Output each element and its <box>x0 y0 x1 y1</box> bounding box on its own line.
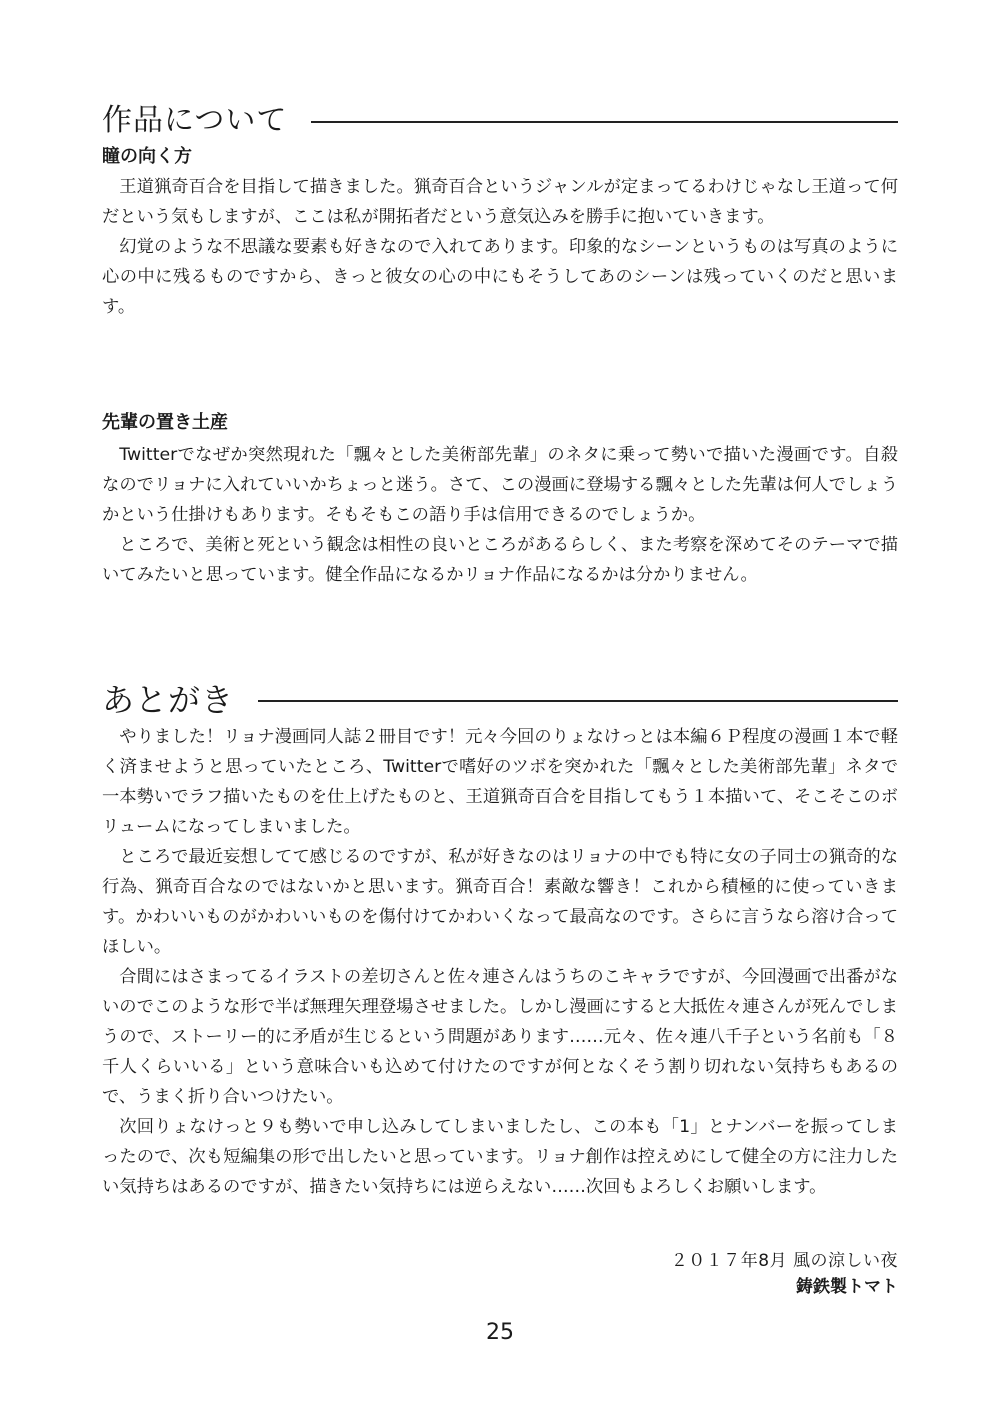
section-heading-works-text: 作品について <box>102 103 288 138</box>
story-body-2 <box>102 440 898 590</box>
afterword-body <box>102 722 898 1202</box>
paragraph: 幻覚のような不思議な要素も好きなので入れてあります。印象的なシーンというものは写真のように心の中に残るものですから、きっと彼女の心の中にもそうしてあのシーンは残っていくのだと思います。 <box>102 237 898 317</box>
story-title-1: 瞳の向く方 <box>102 146 192 167</box>
heading-rule <box>258 700 898 702</box>
story-title-2: 先輩の置き土産 <box>102 412 228 433</box>
signature-author: 鋳鉄製トマト <box>796 1277 898 1297</box>
paragraph: 次回りょなけっと９も勢いで申し込みしてしまいましたし、この本も「1」とナンバーを振ってしまったので、次も短編集の形で出したいと思っています。リョナ創作は控えめにして健全の方に注力したい気持ちはあるのですが、描きたい気持ちには逆らえない……次回もよろしくお願いします。 <box>102 1117 898 1197</box>
section-heading-afterword <box>102 681 898 719</box>
paragraph: やりました！リョナ漫画同人誌２冊目です！元々今回のりょなけっとは本編６Ｐ程度の漫画１本で軽く済ませようと思っていたところ、Twitterで嗜好のツボを突かれた「飄々とした美術部先輩」ネタで一本勢いでラフ描いたものを仕上げたものと、王道猟奇百合を目指してもう１本描いて、そこそこのボリュームになってしまいました。 <box>102 727 898 837</box>
paragraph: 合間にはさまってるイラストの差切さんと佐々連さんはうちのこキャラですが、今回漫画で出番がないのでこのような形で半ば無理矢理登場させました。しかし漫画にすると大抵佐々連さんが死んでしまうので、ストーリー的に矛盾が生じるという問題があります……元々、佐々連八千子という名前も「８千人くらいいる」という意味合いも込めて付けたのですが何となくそう割り切れない気持ちもあるので、うまく折り合いつけたい。 <box>102 967 898 1107</box>
paragraph: ところで、美術と死という観念は相性の良いところがあるらしく、また考察を深めてそのテーマで描いてみたいと思っています。健全作品になるかリョナ作品になるかは分かりません。 <box>102 535 898 585</box>
section-heading-afterword-text: あとがき <box>102 681 235 719</box>
paragraph: ところで最近妄想してて感じるのですが、私が好きなのはリョナの中でも特に女の子同士の猟奇的な行為、猟奇百合なのではないかと思います。猟奇百合！素敵な響き！これから積極的に使っていきます。かわいいものがかわいいものを傷付けてかわいくなって最高なのです。さらに言うなら溶け合ってほしい。 <box>102 847 898 957</box>
section-heading-works <box>102 103 898 138</box>
paragraph: Twitterでなぜか突然現れた「飄々とした美術部先輩」のネタに乗って勢いで描いた漫画です。自殺なのでリョナに入れていいかちょっと迷う。さて、この漫画に登場する飄々とした先輩は何人でしょうかという仕掛けもあります。そもそもこの語り手は信用できるのでしょうか。 <box>102 445 898 525</box>
signature-date: ２０１７年8月 風の涼しい夜 <box>670 1251 898 1271</box>
page-number: 25 <box>486 1320 514 1345</box>
story-body-1 <box>102 172 898 322</box>
heading-rule <box>311 121 898 123</box>
paragraph: 王道猟奇百合を目指して描きました。猟奇百合というジャンルが定まってるわけじゃなし王道って何だという気もしますが、ここは私が開拓者だという意気込みを勝手に抱いていきます。 <box>102 177 898 227</box>
